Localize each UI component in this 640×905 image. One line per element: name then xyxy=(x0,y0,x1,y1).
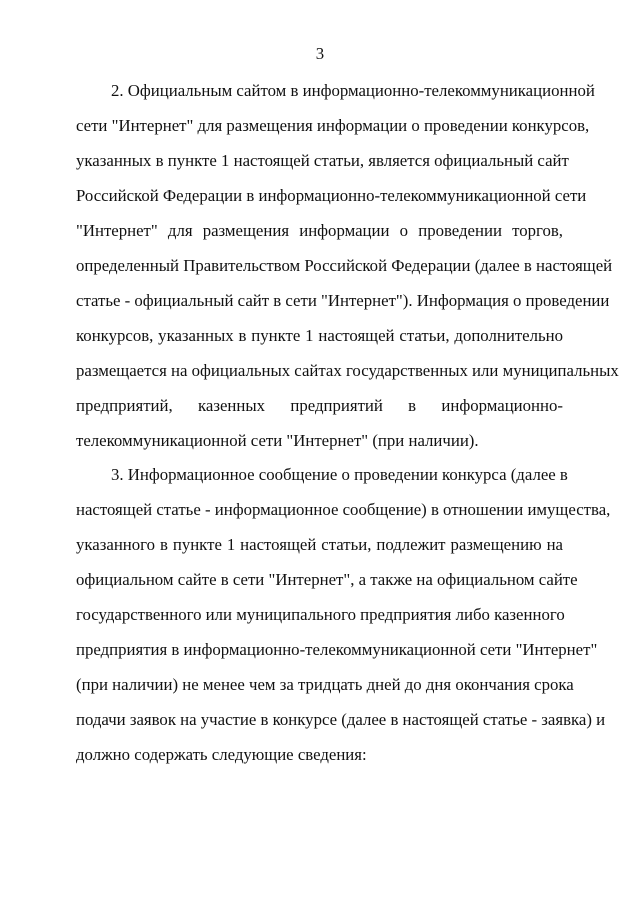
paragraph-line: сети "Интернет" для размещения информации о проведении конкурсов, xyxy=(76,116,590,135)
paragraph-line: (при наличии) не менее чем за тридцать дней до дня окончания срока xyxy=(76,675,574,694)
paragraph-line: должно содержать следующие сведения: xyxy=(76,745,367,764)
page-number: 3 xyxy=(315,44,325,63)
paragraph-line: статье - официальный сайт в сети "Интернет"). Информация о проведении xyxy=(76,291,610,310)
paragraph-line: настоящей статье - информационное сообщение) в отношении имущества, xyxy=(76,500,611,519)
paragraph-line: "Интернет" для размещения информации о проведении торгов, xyxy=(76,221,563,240)
paragraph-line: размещается на официальных сайтах государственных или муниципальных xyxy=(76,361,619,380)
paragraph-line: определенный Правительством Российской Федерации (далее в настоящей xyxy=(76,256,613,275)
paragraph-line: 2. Официальным сайтом в информационно-телекоммуникационной xyxy=(111,81,595,100)
paragraph-line: Российской Федерации в информационно-телекоммуникационной сети xyxy=(76,186,587,205)
paragraph-line: подачи заявок на участие в конкурсе (далее в настоящей статье - заявка) и xyxy=(76,710,606,729)
paragraph-line: государственного или муниципального предприятия либо казенного xyxy=(76,605,565,624)
paragraph-line: предприятий, казенных предприятий в информационно- xyxy=(76,396,563,415)
paragraph-line: телекоммуникационной сети "Интернет" (при наличии). xyxy=(76,431,479,450)
paragraph-line: официальном сайте в сети "Интернет", а также на официальном сайте xyxy=(76,570,578,589)
paragraph-line: предприятия в информационно-телекоммуникационной сети "Интернет" xyxy=(76,640,598,659)
paragraph-line: конкурсов, указанных в пункте 1 настоящей статьи, дополнительно xyxy=(76,326,563,345)
paragraph-line: указанного в пункте 1 настоящей статьи, подлежит размещению на xyxy=(76,535,563,554)
paragraph-line: указанных в пункте 1 настоящей статьи, является официальный сайт xyxy=(76,151,569,170)
paragraph-line: 3. Информационное сообщение о проведении конкурса (далее в xyxy=(111,465,568,484)
